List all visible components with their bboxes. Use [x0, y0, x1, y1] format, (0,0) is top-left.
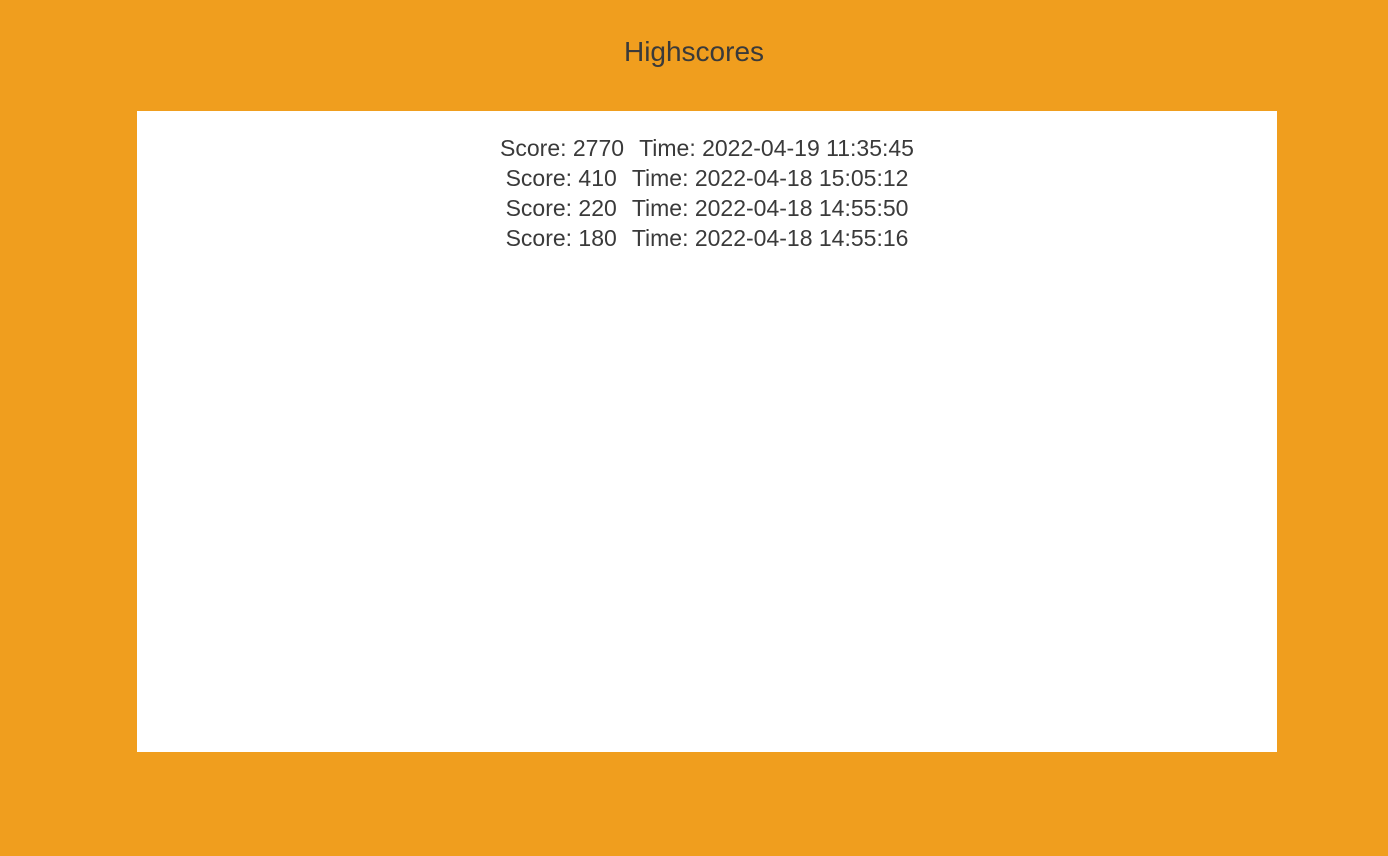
page-title: Highscores [623, 36, 765, 67]
list-item [137, 163, 1277, 193]
score-time: Time: 2022-04-18 14:55:50 [631, 195, 909, 221]
score-value: Score: 180 [505, 225, 617, 251]
highscores-list [137, 111, 1277, 253]
list-item [137, 133, 1277, 163]
score-value: Score: 410 [505, 165, 617, 191]
score-time: Time: 2022-04-18 15:05:12 [631, 165, 909, 191]
list-item [137, 193, 1277, 223]
score-time: Time: 2022-04-18 14:55:16 [631, 225, 909, 251]
list-item [137, 223, 1277, 253]
score-value: Score: 2770 [500, 135, 625, 161]
score-time: Time: 2022-04-19 11:35:45 [639, 135, 914, 161]
highscores-panel [137, 111, 1277, 752]
score-value: Score: 220 [505, 195, 617, 221]
